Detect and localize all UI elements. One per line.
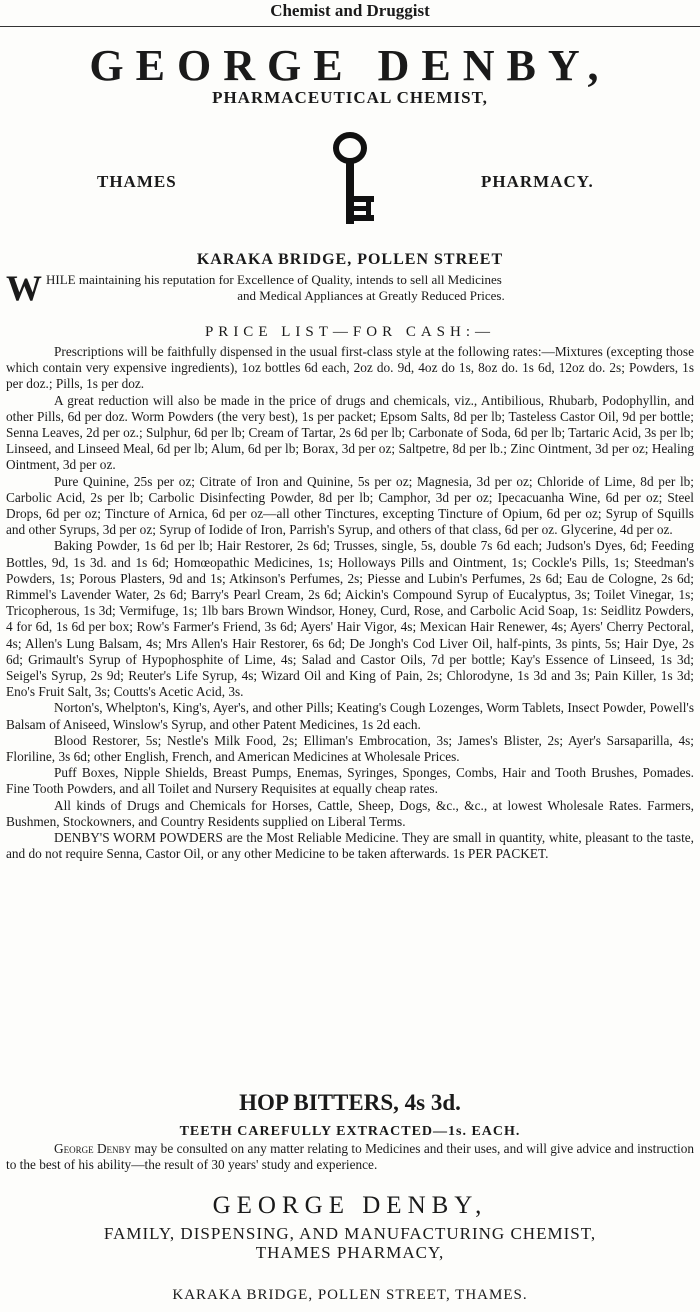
paragraph-drugs-chemicals: A great reduction will also be made in the price of drugs and chemicals, viz., Antibilious, Rhubarb, Podophyllin, and other Pills, 6d per doz. Worm Powders (the very best), 1s per packet; Epsom Salts, 8d per lb; Tasteless Castor Oil, 9d per bottle; Senna Leaves, 2d per oz.; Sulphur, 6d per lb; Cream of Tartar, 2s 6d per lb; Carbonate of Soda, 6d per lb; Tartaric Acid, 3s per lb; Linseed, and Linseed Meal, 6d per lb; Alum, 6d per lb; Borax, 3d per oz; Saltpetre, 8d per lb.; Zinc Ointment, 3d per oz; Healing Ointment, 3d per oz. [6, 392, 694, 473]
consult-paragraph [6, 1141, 694, 1173]
consult-text: may be consulted on any matter relating to Medicines and their uses, and will give advice and instruction to the best of his ability—the result of 30 years' study and experience. [6, 1141, 694, 1172]
paragraph-blood-restorer: Blood Restorer, 5s; Nestle's Milk Food, 2s; Elliman's Embrocation, 3s; James's Blister, 2s; Ayer's Sarsaparilla, 4s; Floriline, 3s 6d; other English, French, and American Medicines at Wholesale Prices. [6, 732, 694, 765]
publication-title: Chemist and Druggist [270, 1, 430, 20]
footer-line-3: KARAKA BRIDGE, POLLEN STREET, THAMES. [172, 1287, 528, 1303]
consult-name: George Denby [54, 1141, 132, 1156]
price-list-body [6, 344, 694, 863]
intro-paragraph [6, 268, 696, 308]
price-list-heading: PRICE LIST—FOR CASH:— [204, 324, 496, 340]
footer-name: GEORGE DENBY, [212, 1192, 488, 1219]
paragraph-toilet-requisites: Puff Boxes, Nipple Shields, Breast Pumps, Enemas, Syringes, Sponges, Combs, Hair and Tooth Brushes, Pomades. Fine Tooth Powders, and all Toilet and Nursery Requisites at equally cheap rates. [6, 765, 694, 797]
intro-line-1: HILE maintaining his reputation for Excellence of Quality, intends to sell all Medicines [46, 272, 502, 287]
key-icon [326, 130, 386, 228]
address-line: KARAKA BRIDGE, POLLEN STREET [196, 251, 504, 268]
footer-line-1: FAMILY, DISPENSING, AND MANUFACTURING CHEMIST, [103, 1224, 597, 1243]
paragraph-worm-powders: DENBY'S WORM POWDERS are the Most Reliable Medicine. They are small in quantity, white, pleasant to the taste, and do not require Senna, Castor Oil, or any other Medicine to be taken afterwards. 1s PER PACKET. [6, 830, 694, 862]
intro-line-2: and Medical Appliances at Greatly Reduced Prices. [237, 288, 505, 303]
page-header [0, 0, 700, 27]
paragraph-pills: Norton's, Whelpton's, King's, Ayer's, and other Pills; Keating's Cough Lozenges, Worm Tablets, Insect Powder, Powell's Balsam of Aniseed, Winslow's Syrup, and other Patent Medicines, 1s 2d each. [6, 700, 694, 732]
paragraph-quinine-tinctures: Pure Quinine, 25s per oz; Citrate of Iron and Quinine, 5s per oz; Magnesia, 3d per oz; Chloride of Lime, 8d per lb; Carbolic Acid, 2s per lb; Carbolic Disinfecting Powder, 8d per lb; Camphor, 3d per oz; Ipecacuanha Wine, 6d per oz; Steel Drops, 6d per oz; Tincture of Arnica, 6d per oz—all other Tinctures, excepting Tincture of Opium, 6d per oz; Syrup of Squills and other Syrups, 3d per oz; Syrup of Iodide of Iron, Parrish's Syrup, and others of that class, 6d per oz. Glycerine, 4d per oz. [6, 473, 694, 538]
paragraph-patent-goods: Baking Powder, 1s 6d per lb; Hair Restorer, 2s 6d; Trusses, single, 5s, double 7s 6d each; Judson's Dyes, 6d; Feeding Bottles, 9d, 1s 3d. and 1s 6d; Homœopathic Medicines, 1s; Holloways Pills and Ointment, 1s; Cockle's Pills, 1s; Steedman's Powders, 1s; Porous Plasters, 9d and 1s; Atkinson's Perfumes, 2s; Piesse and Lubin's Perfumes, 2s 6d; Eau de Cologne, 2s 6d; Rimmel's Lavender Water, 2s 6d; Barry's Pearl Cream, 2s 6d; Aickin's Compound Syrup of Eucalyptus, 3s; Toilet Vinegar, 1s; Tricopherous, 1s 3d; Vermifuge, 1s; 1lb bars Brown Windsor, Honey, Curd, Rose, and Carbolic Acid Soap, 1s: Seidlitz Powders, 4 for 6d, 1s 6d per box; Row's Farmer's Friend, 3s 6d; Ayers' Hair Vigor, 4s; Mexican Hair Renewer, 4s; Ayers' Cherry Pectoral, 4s; Allen's Lung Balsam, 4s; Mrs Allen's Hair Restorer, 6s 6d; De Jongh's Cod Liver Oil, half-pints, 3s pints, 5s; Hair Dye, 2s 6d; Grimault's Syrup of Hypophosphite of Lime, 4s; Salad and Castor Oils, 7d per bottle; Kay's Essence of Linseed, 1s 3d; Seigel's Syrup, 2s 9d; Reuter's Life Syrup, 4s; Wizard Oil and King of Pain, 2s; Chlorodyne, 1s 3d and 3s; Pain Killer, 1s 3d; Eno's Fruit Salt, 3s; Coutts's Acetic Acid, 3s. [6, 538, 694, 700]
hop-bitters-line: HOP BITTERS, 4s 3d. [239, 1090, 461, 1115]
paragraph-veterinary: All kinds of Drugs and Chemicals for Horses, Cattle, Sheep, Dogs, &c., &c., at lowest Wholesale Rates. Farmers, Bushmen, Stockowners, and Country Residents supplied on Liberal Terms. [6, 797, 694, 829]
paragraph-prescriptions: Prescriptions will be faithfully dispensed in the usual first-class style at the following rates:—Mixtures (excepting those which contain very expensive ingredients), 1oz bottles 6d each, 2oz do. 9d, 4oz do 1s, 8oz do. 1s 6d, 12oz do. 2s; Powders, 1s per doz.; Pills, 1s per doz. [6, 344, 694, 392]
drop-cap: W [6, 268, 42, 308]
footer-line-2: THAMES PHARMACY, [255, 1243, 445, 1262]
advertiser-subtitle: PHARMACEUTICAL CHEMIST, [212, 88, 488, 107]
pharmacy-label: PHARMACY. [481, 172, 594, 191]
teeth-line: TEETH CAREFULLY EXTRACTED—1s. EACH. [179, 1124, 521, 1139]
advertiser-name: GEORGE DENBY, [89, 41, 611, 90]
thames-label: THAMES [97, 172, 177, 191]
